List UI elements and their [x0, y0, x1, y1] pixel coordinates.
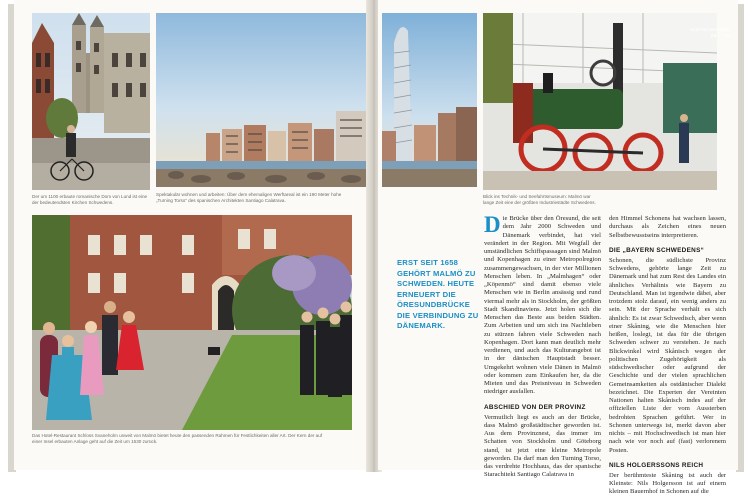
drop-cap: D: [484, 212, 501, 237]
photo-lund-cathedral: [32, 13, 150, 190]
article-paragraph: Vermutlich liegt es auch an der Brücke, dass Malmö großstädtischer geworden ist. Aus dem Provinznest, das immer im Schatten von Stockholm und Göteborg stand, ist jetzt eine kleine Metropole geworden. Da darf man den Turning Torso, das verdrehte Hochhaus, das der spanische Starachitekt Santiago Calatrava in: [484, 413, 601, 479]
photo-turning-torso: [382, 13, 477, 187]
caption-svaneholm-castle: Das Hotel-Restaurant Schloss Svaneholm unweit von Malmö bietet heute den passenden Rahmen für Festlichkeiten aller Art. Der Kern der auf einer Insel erbauten Anlage geht auf die Zeit um 1530 zurück.: [32, 433, 323, 444]
pull-quote: ERST SEIT 1658 GEHÖRT MALMÖ ZU SCHWEDEN. HEUTE ERNEUERT DIE ÖRESUNDBRÜCKE DIE VERBINDUNG ZU DÄNEMARK.: [397, 258, 479, 330]
caption-lund-cathedral: Der um 1100 erbaute romanische Dom von Lund ist eine der bedeutendsten Kirchen Schwedens.: [32, 194, 148, 205]
article-paragraph: Der berühmteste Skåning ist auch der Kleinste: Nils Holgersson ist auf einem kleinen Bauernhof in Schonen auf die: [609, 471, 726, 496]
subheading-bayern: DIE „BAYERN SCHWEDENS“: [609, 246, 705, 254]
article-intro-text: ie Brücke über den Öresund, die seit dem Jahr 2000 Schweden und Dänemark verbindet, hat viel verändert in der Region. Mit Wegfall der umständlichen Schiffspassagen sind Malmö und Kopenhagen zu einer Metropolregion zusammengewachsen, in der vier Millionen Menschen leben. In „Malmhagen“ oder „Köpenmö“ sind damit ebenso viele Menschen wie in Berlin ansässig und rund viermal mehr als in Stockholm, der größten Stadt Skandinaviens. Jetzt holen sich die Menschen das Beste aus beiden Städten. Zum Arbeiten und um sich ins Nachtleben zu stürzen fahren viele Schweden nach Kopenhagen. Dort kann man deutlich mehr verdienen, und auch das Kulturangebot ist in der dänischen Hauptstadt besser. Umgekehrt wohnen viele Dänen in Malmö oder kommen zum Einkaufen her, da die Mieten und das Preisniveau in Schweden niedriger ausfallen.: [484, 215, 601, 396]
folio-page-numbers: 24 – 25: [710, 34, 730, 39]
article-paragraph: den Himmel Schonens hat wachsen lassen, durchaus als Zeichen eines neuen Selbstbewusstseins interpretieren.: [609, 215, 726, 239]
caption-technik-museum: Blick ins Technik- und Seefahrtsmuseum: Malmö war lange Zeit eine der größten Industriestädte Schwedens.: [483, 194, 596, 205]
subheading-nils: NILS HOLGERSSONS REICH: [609, 461, 704, 469]
folio-chapter: SÜD-SCHWEDEN: [690, 28, 730, 33]
article-paragraph: [484, 212, 601, 397]
photo-malmo-skyline: [156, 13, 366, 187]
article-column-2: [609, 215, 726, 497]
photo-svaneholm-castle: [32, 215, 352, 430]
photo-technik-museum: [483, 13, 717, 190]
subheading-province: ABSCHIED VON DER PROVINZ: [484, 403, 586, 411]
article-column-1: [484, 212, 601, 480]
caption-malmo-skyline: Spektakulär wohnen und arbeiten: Über dem ehemaligen Werftareal ist ein 190 Meter hohe „Turning Torso“ des spanischen Architekten Santiago Calatrava.: [156, 192, 342, 203]
folio: [690, 28, 730, 40]
article-paragraph: Schonen, die südlichste Provinz Schwedens, gehörte lange Zeit zu Dänemark und hat zum Rest des Landes ein ähnliches Verhältnis wie Bayern zu Deutschland. Man ist irgendwie däbei, aber trotzdem stolz darauf, ein wenig anders zu sein. Mit der Sprache verhält es sich ähnlich: Es ist zwar Schwedisch, aber wenn einer Skåning, wie die Menschen hier heißen, loslegt, ist das für die übrigen Schweden schwer zu verstehen. Je nach Blickwinkel wird Skånisch wegen der politischen Zugehörigkeit als südschwedischer oder aufgrund der Geschichte und der vielen sprachlichen Gemeinsamkeiten als ostdänischer Dialekt bezeichnet. Die Experten der Vereinten Nationen halten Skånisch indes auf der offiziellen Liste der vom Aussterben bedrohten Sprachen geführt. Wer in Schonen unterwegs ist, merkt davon aber nichts – mit Hochschwedisch ist man hier nach wie vor noch auf (fast) verlorenem Posten.: [609, 256, 726, 454]
